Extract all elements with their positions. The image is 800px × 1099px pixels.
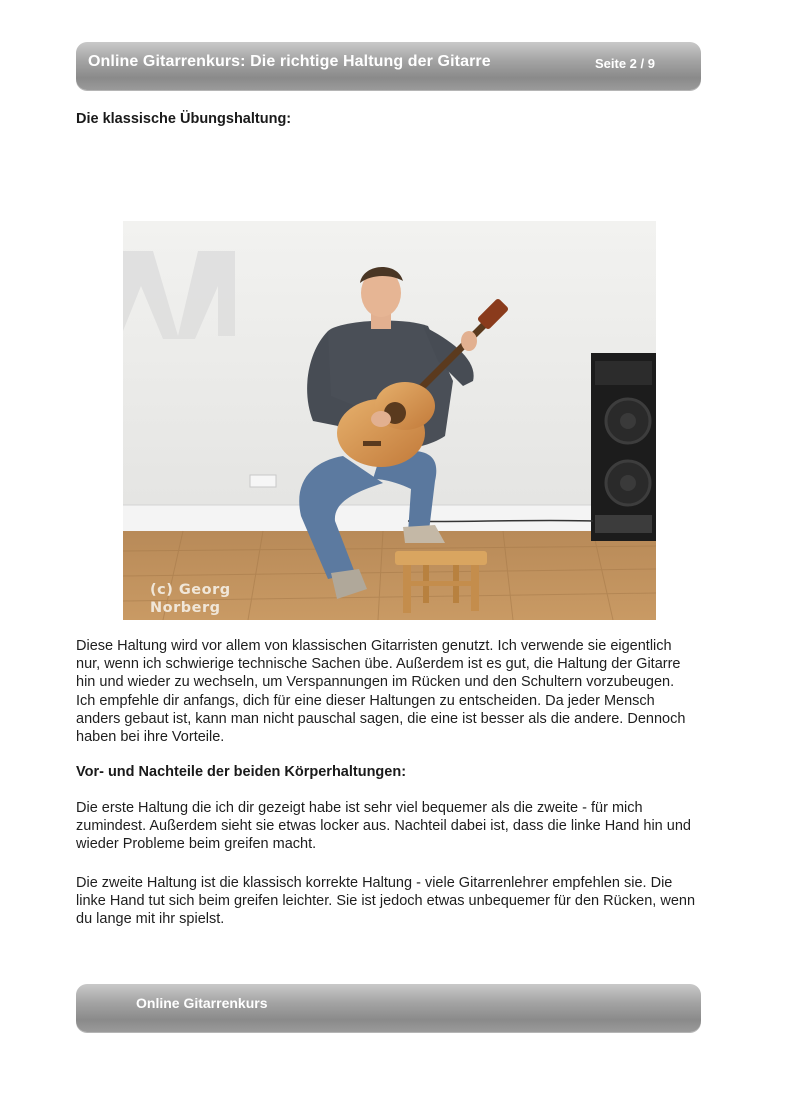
- header-bar: [76, 42, 701, 90]
- page-number: Seite 2 / 9: [595, 56, 655, 71]
- photo-copyright: (c) Georg Norberg: [150, 582, 231, 616]
- paragraph-2: Die erste Haltung die ich dir gezeigt habe ist sehr viel bequemer als die zweite - für mich zumindest. Außerdem sieht sie etwas locker aus. Nachteil dabei ist, dass die linke Hand hin und wieder Probleme beim greifen macht.: [76, 800, 691, 853]
- photo-illustration: [123, 221, 656, 620]
- section-heading-2: Vor- und Nachteile der beiden Körperhaltungen:: [76, 764, 407, 780]
- paragraph-1: Diese Haltung wird vor allem von klassischen Gitarristen genutzt. Ich verwende sie eigentlich nur, wenn ich schwierige technische Sachen übe. Außerdem ist es gut, die Haltung der Gitarre hin und wieder zu wechseln, um Verspannungen im Rücken und den Schultern vorzubeugen. Ich empfehle dir anfangs, dich für eine dieser Haltungen zu entscheiden. Da jeder Mensch anders gebaut ist, kann man nicht pauschal sagen, die eine ist besser als die andere. Dennoch haben bei ihre Vorteile.: [76, 638, 686, 746]
- footer-title: Online Gitarrenkurs: [136, 995, 268, 1011]
- guitarist-photo: [123, 221, 656, 620]
- page-title: Online Gitarrenkurs: Die richtige Haltung der Gitarre: [88, 53, 491, 70]
- footer-bar: [76, 984, 701, 1032]
- paragraph-3: Die zweite Haltung ist die klassisch korrekte Haltung - viele Gitarrenlehrer empfehlen sie. Die linke Hand tut sich beim greifen leichter. Sie ist jedoch etwas unbequemer für den Rücken, wenn du lange mit ihr spielst.: [76, 875, 696, 928]
- section-heading: Die klassische Übungshaltung:: [76, 111, 292, 127]
